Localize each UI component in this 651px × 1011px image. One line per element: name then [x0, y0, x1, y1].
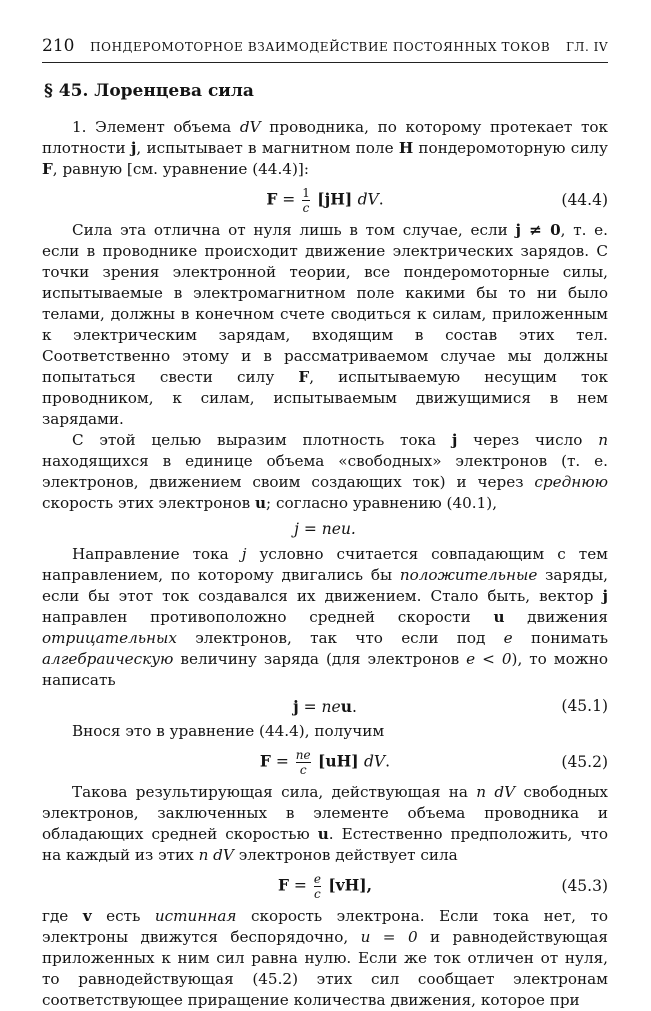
equation-number: (45.3) — [561, 877, 608, 895]
section-title: § 45. Лоренцева сила — [44, 81, 254, 101]
equation-number: (45.1) — [561, 697, 608, 715]
paragraph-7: где v есть истинная скорость электрона. Если тока нет, то электроны движутся беспорядочно, u = 0 и равнодействующая приложенных к ним сил равна нулю. Если же ток отличен от нуля, то равнодействующая (45.2) этих сил сообщает электронам соответствующее приращение количества движения, которое при — [42, 907, 608, 1009]
paragraph-4: Направление тока j условно считается совпадающим с тем направлением, по которому двигались бы положительные заряды, если бы этот ток создавался их движением. Стало быть, вектор j направлен противоположно средней скорости u движения отрицательных электронов, так что если под e понимать алгебраическую величину заряда (для электронов e < 0), то можно написать — [42, 545, 608, 689]
equation-45-3: F = $\frac{e}{c}$ [vH], (45.3) — [277, 871, 608, 901]
equation-44-4: F = $\frac{1}{c}$ [jH] dV. (44.4) — [266, 185, 608, 215]
equation-number: (45.2) — [561, 753, 608, 771]
running-head — [42, 36, 608, 60]
running-title: ПОНДЕРОМОТОРНОЕ ВЗАИМОДЕЙСТВИЕ ПОСТОЯННЫХ ТОКОВ — [90, 40, 551, 54]
equation-45-1: j = neu. (45.1) — [293, 696, 608, 716]
equation-number: (44.4) — [561, 191, 608, 209]
paragraph-5: Внося это в уравнение (44.4), получим — [72, 722, 385, 740]
chapter-label: ГЛ. IV — [565, 40, 608, 54]
page — [42, 36, 608, 1011]
paragraph-6: Такова результирующая сила, действующая на n dV свободных электронов, заключенных в элементе объема проводника и обладающих средней скоростью u. Естественно предположить, что на каждый из этих n dV электронов действует сила — [42, 783, 608, 864]
paragraph-3: С этой целью выразим плотность тока j через число n находящихся в единице объема «свободных» электронов (т. е. электронов, движением своим создающих ток) и через среднюю скорость этих электронов u; согласно уравнению (40.1), — [42, 431, 609, 512]
paragraph-1: 1. Элемент объема dV проводника, по которому протекает ток плотности j, испытывает в магнитном поле H пондеромоторную силу F, равную [см. уравнение (44.4)]: — [42, 118, 608, 178]
equation-45-2: F = $\frac{ne}{c}$ [uH] dV. (45.2) — [259, 747, 608, 777]
paragraph-2: Сила эта отлична от нуля лишь в том случае, если j ≠ 0, т. е. если в проводнике происходит движение электрических зарядов. С точки зрения электронной теории, все пондеромоторные силы, испытываемые в электромагнитном поле какими бы то ни было телами, должны в конечном счете сводиться к силам, приложенным к электрическим зарядам, входящим в состав этих тел. Соответственно этому и в рассматриваемом случае мы должны попытаться свести силу F, испытываемую несущим ток проводником, к силам, испытываемым движущимися в нем зарядами. — [42, 221, 608, 428]
header-rule — [42, 62, 608, 63]
equation-scalar-current: j = neu. — [294, 520, 356, 538]
page-number: 210 — [42, 36, 75, 56]
